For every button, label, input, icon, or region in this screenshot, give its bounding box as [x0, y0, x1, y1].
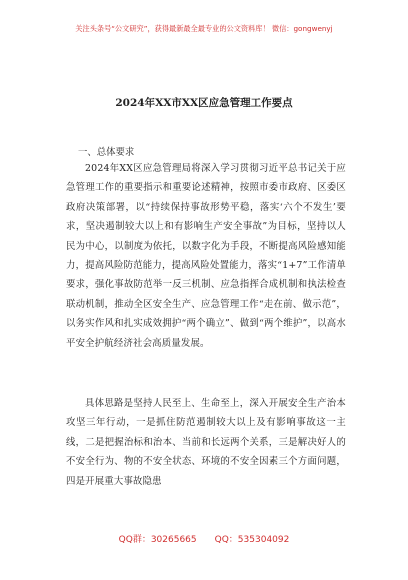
section-heading-overall-requirements: 一、总体要求: [78, 147, 135, 158]
promo-header-text: 关注头条号“公文研究”，获得最新最全最专业的公文资料库！ 微信：gongwenyj: [75, 24, 333, 33]
promo-footer: [0, 532, 408, 545]
qq-contact-text: QQ：535304092: [214, 535, 290, 545]
body-paragraph-1: 2024年XX区应急管理局将深入学习贯彻习近平总书记关于应急管理工作的重要指示和重要论述精神，按照市委市政府、区委区政府决策部署，以“持续保持事故形势平稳，落实‘六个不发生’要求，坚决遏制较大以上和有影响生产安全事故”为目标，坚持以人民为中心，以制度为依托，以数字化为手段，不断提高风险感知能力，提高风险防范能力，提高风险处置能力，落实“1+7”工作清单要求，强化事故防范举一反三机制、应急指挥合成机制和执法检查联动机制，推动全区安全生产、应急管理工作“走在前、做示范”，以务实作风和扎实成效拥护“两个确立”、做到“两个维护”，以高水平安全护航经济社会高质量发展。: [66, 163, 346, 349]
document-title: 2024年XX市XX区应急管理工作要点: [115, 97, 293, 109]
qq-group-text: QQ群：30265665: [118, 535, 197, 545]
body-paragraph-2: 具体思路是坚持人民至上、生命至上，深入开展安全生产治本攻坚三年行动，一是抓住防范遏制较大以上及有影响事故这一主线，二是把握治标和治本、当前和长远两个关系，三是解决好人的不安全行为、物的不安全状态、环境的不安全因素三个方面问题，四是开展重大事故隐患: [66, 398, 346, 487]
